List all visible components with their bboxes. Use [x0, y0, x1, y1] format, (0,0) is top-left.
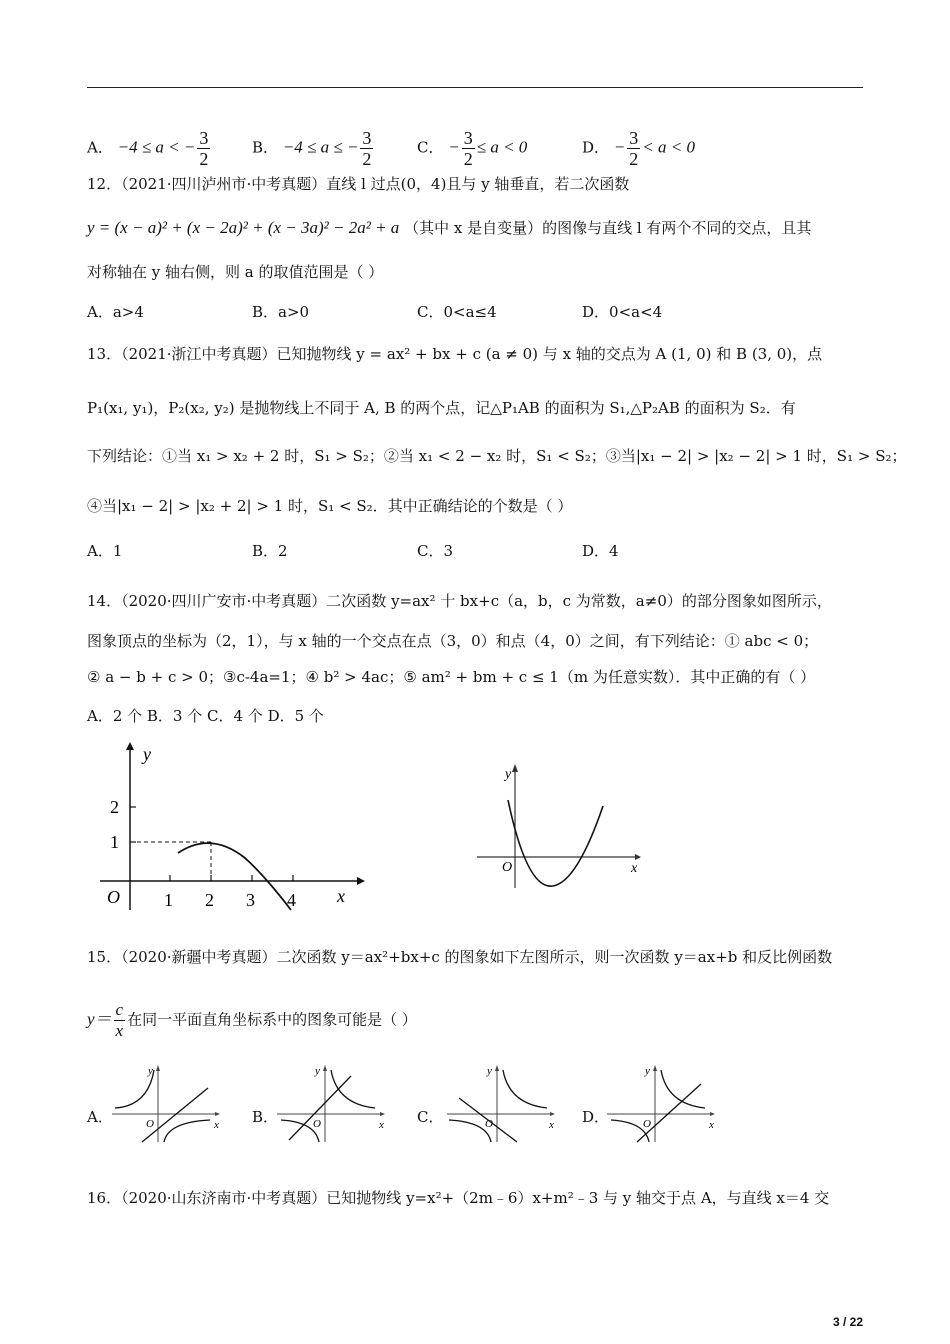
x-label: x: [631, 861, 638, 876]
q16-stem-line1: 16．（2020·山东济南市·中考真题）已知抛物线 y=x²+（2m﹣6）x+m²﹣3 与 y 轴交于点 A，与直线 x＝4 交: [87, 1189, 830, 1207]
q11-option-c: C． − $\frac{3}{2}$ ≤ a < 0: [417, 128, 528, 169]
svg-text:x: x: [379, 1119, 384, 1131]
q14-options: A．2 个 B．3 个 C．4 个 D．5 个: [87, 707, 324, 725]
q15-choice-a-graph: [110, 1062, 225, 1144]
origin-label: O: [502, 860, 513, 875]
svg-text:O: O: [313, 1118, 321, 1130]
y-axis-arrow: [126, 742, 134, 750]
q12-option-c: C．0<a≤4: [417, 303, 497, 321]
y-label: y: [505, 767, 512, 782]
q15-stem-line2: [87, 1000, 417, 1041]
x-tick-3: 3: [246, 890, 255, 910]
q13-stem-line4: ④当|x₁ − 2| > |x₂ + 2| > 1 时，S₁ < S₂．其中正确结论的个数是（ ）: [87, 497, 573, 515]
q14-stem-line3: ② a − b + c > 0；③c-4a=1；④ b² > 4ac；⑤ am² + bm + c ≤ 1（m 为任意实数）．其中正确的有（ ）: [87, 668, 816, 686]
q15-choice-b-graph: [275, 1062, 390, 1144]
q12-option-d: D．0<a<4: [582, 303, 663, 321]
q13-option-c: C．3: [417, 542, 454, 560]
q14-stem-line1: 14．（2020·四川广安市·中考真题）二次函数 y=ax² 十 bx+c（a，b，c 为常数，a≠0）的部分图象如图所示，: [87, 592, 832, 610]
q15-stem-line1: 15．（2020·新疆中考真题）二次函数 y＝ax²+bx+c 的图象如下左图所示，则一次函数 y＝ax+b 和反比例函数: [87, 948, 833, 966]
q11-option-b: B． −4 ≤ a ≤ − $\frac{3}{2}$: [252, 128, 372, 169]
x-axis-arrow: [357, 877, 365, 885]
q15-choice-d-label: D．: [582, 1108, 610, 1126]
q13-stem-line1: 13．（2021·浙江中考真题）已知抛物线 y = ax² + bx + c (a ≠ 0) 与 x 轴的交点为 A (1, 0) 和 B (3, 0)，点: [87, 345, 823, 363]
y-tick-1: 1: [110, 832, 119, 852]
svg-text:y: y: [148, 1065, 153, 1077]
svg-text:x: x: [709, 1119, 714, 1131]
q15-stem-line2-rest: 在同一平面直角坐标系中的图象可能是（ ）: [127, 1010, 417, 1029]
x-tick-1: 1: [164, 890, 173, 910]
x-tick-2: 2: [205, 890, 214, 910]
q15-frac-lhs: y＝: [87, 1009, 112, 1029]
q12-stem-line1: 12．（2021·四川泸州市·中考真题）直线 l 过点(0，4)且与 y 轴垂直，若二次函数: [87, 175, 630, 193]
x-axis-arrow: [635, 854, 641, 860]
svg-text:x: x: [214, 1119, 219, 1131]
q15-choice-c-graph: [445, 1062, 560, 1144]
q12-option-a: A．a>4: [87, 303, 144, 321]
y-tick-2: 2: [110, 797, 119, 817]
q12-option-b: B．a>0: [252, 303, 310, 321]
q15-choice-c-label: C．: [417, 1108, 444, 1126]
q13-option-d: D．4: [582, 542, 619, 560]
q15-choice-b-label: B．: [252, 1108, 279, 1126]
parabola-curve: [508, 800, 603, 886]
y-axis-arrow: [512, 764, 518, 772]
q15-choice-a-label: A．: [87, 1108, 113, 1126]
q12-stem-line2: [87, 218, 811, 238]
x-label: x: [337, 886, 345, 906]
svg-text:y: y: [487, 1065, 492, 1077]
q15-quadratic-graph: [475, 760, 645, 890]
q11-option-d: D． − $\frac{3}{2}$ < a < 0: [582, 128, 695, 169]
q11-option-a: A． −4 ≤ a < − $\frac{3}{2}$: [87, 128, 209, 169]
q12-stem-line3: 对称轴在 y 轴右侧，则 a 的取值范围是（ ）: [87, 263, 384, 281]
q15-choice-d-graph: [605, 1062, 720, 1144]
q13-stem-line3: 下列结论：①当 x₁ > x₂ + 2 时，S₁ > S₂；②当 x₁ < 2 − x₂ 时，S₁ < S₂；③当|x₁ − 2| > |x₂ − 2| > 1 时，S₁ > S₂；: [87, 447, 907, 465]
svg-text:y: y: [645, 1065, 650, 1077]
svg-text:O: O: [146, 1118, 154, 1130]
page-number: 3 / 22: [832, 1315, 863, 1329]
svg-text:y: y: [315, 1065, 320, 1077]
q13-stem-line2: P₁(x₁, y₁)，P₂(x₂, y₂) 是抛物线上不同于 A, B 的两个点，记△P₁AB 的面积为 S₁,△P₂AB 的面积为 S₂．有: [87, 399, 796, 417]
q15-frac-den: x: [115, 1021, 124, 1040]
y-label: y: [143, 744, 151, 764]
q12-formula: y = (x − a)² + (x − 2a)² + (x − 3a)² − 2a² + a: [87, 218, 400, 237]
header-rule: [87, 87, 863, 88]
svg-text:O: O: [485, 1118, 493, 1130]
x-tick-4: 4: [287, 890, 296, 910]
parabola-curve: [178, 843, 291, 910]
q15-frac-num: c: [115, 1000, 124, 1019]
svg-text:x: x: [549, 1119, 554, 1131]
q12-stem-line2-rest: （其中 x 是自变量）的图像与直线 l 有两个不同的交点，且其: [404, 219, 812, 237]
q14-parabola-graph: [95, 740, 365, 915]
q14-stem-line2: 图象顶点的坐标为（2，1），与 x 轴的一个交点在点（3，0）和点（4，0）之间，有下列结论：① abc < 0；: [87, 632, 819, 650]
q13-option-a: A．1: [87, 542, 123, 560]
origin-label: O: [107, 887, 120, 907]
q13-option-b: B．2: [252, 542, 288, 560]
svg-text:O: O: [643, 1118, 651, 1130]
